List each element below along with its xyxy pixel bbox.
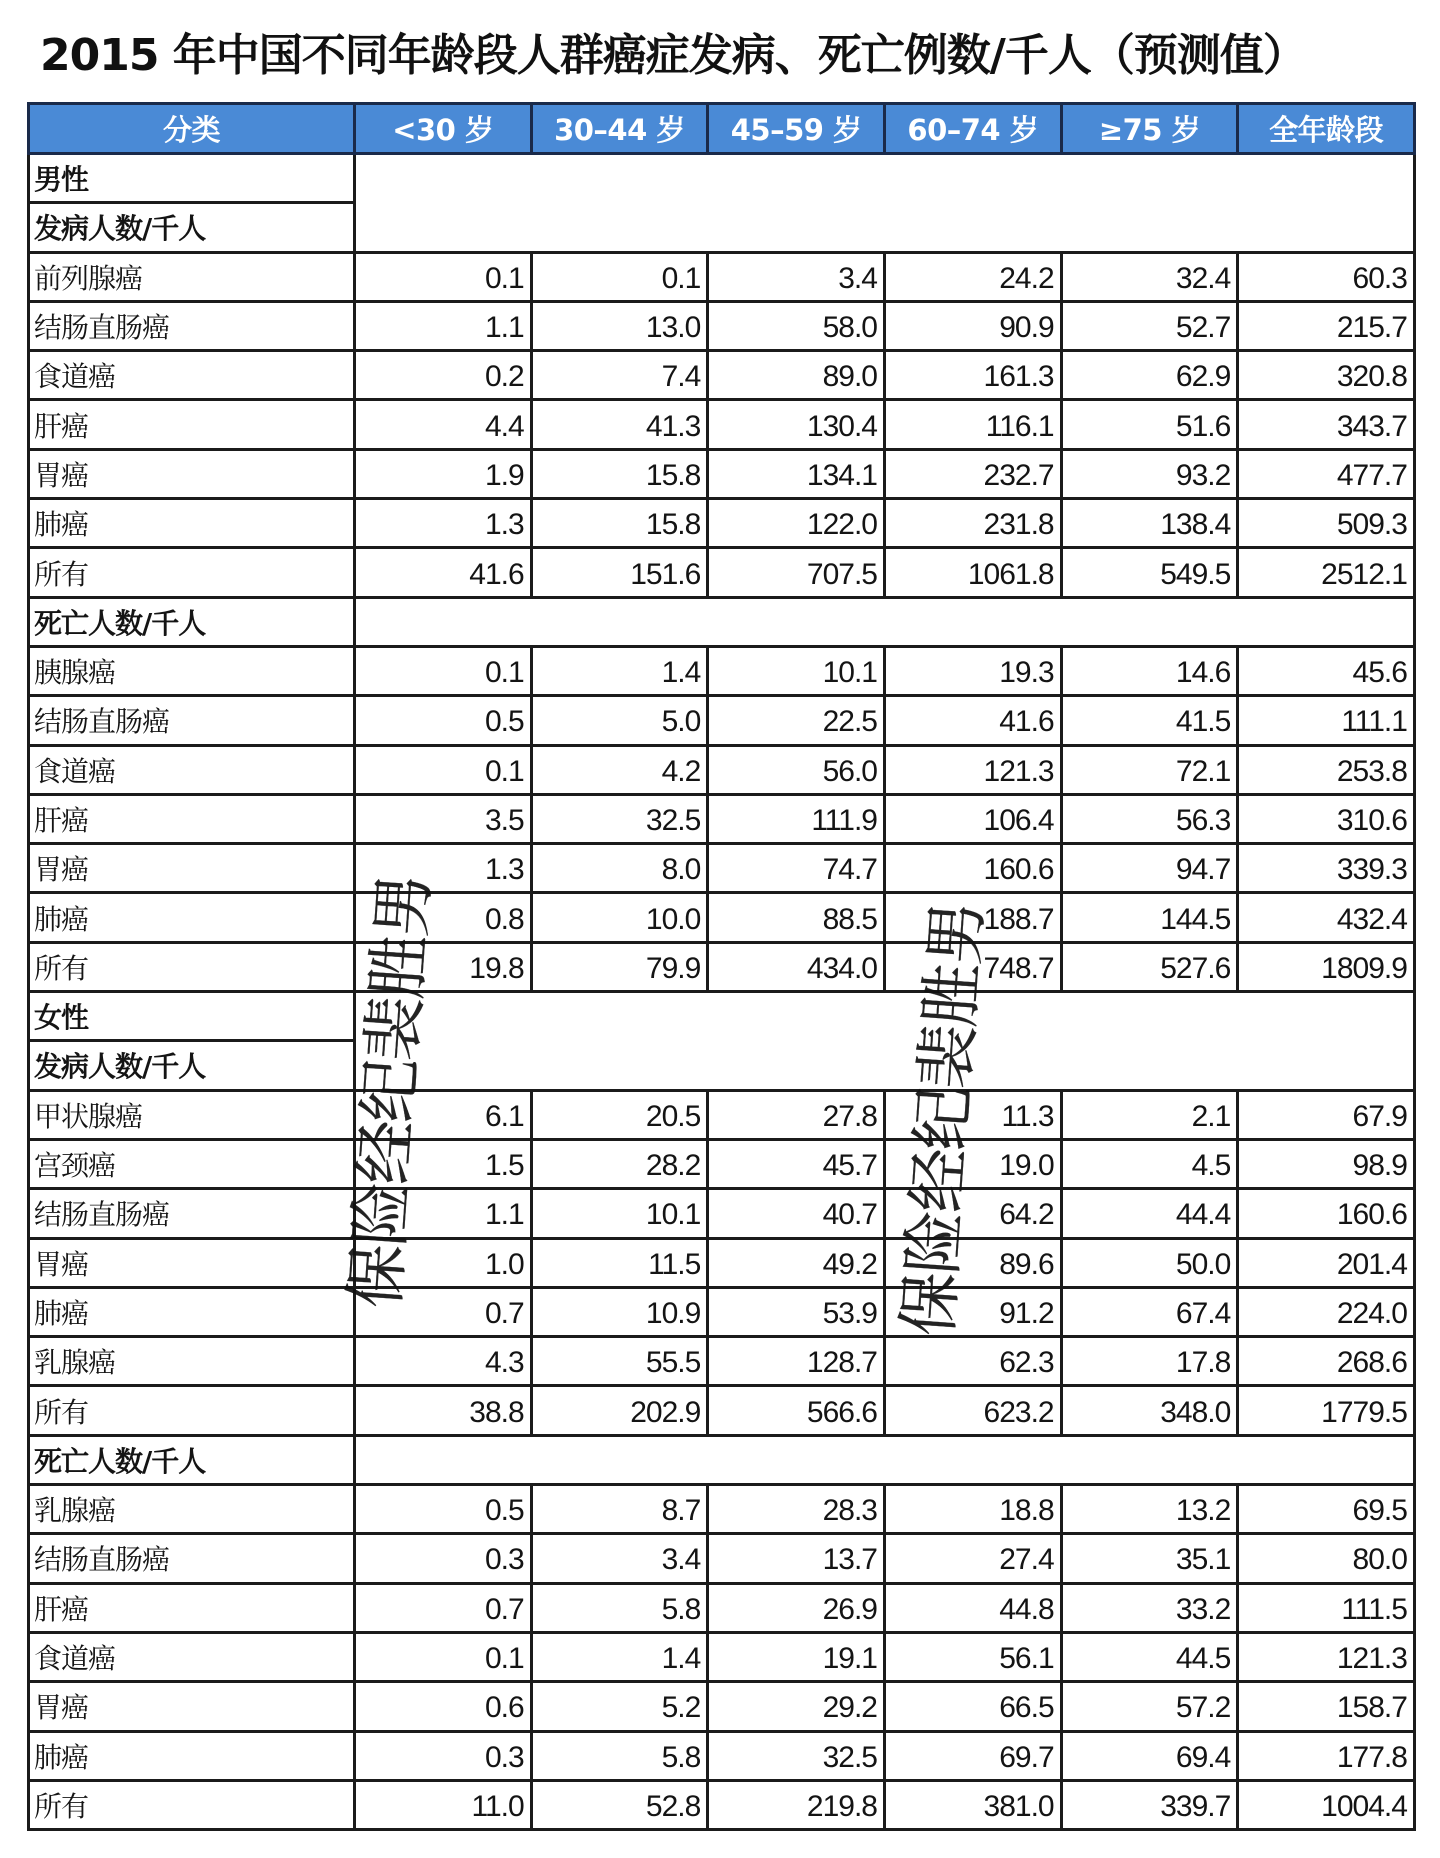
- value-cell: 44.5: [1061, 1632, 1238, 1681]
- watermark-text: 保险经纪裴胜男: [891, 900, 997, 1339]
- value-cell: 0.3: [355, 1731, 532, 1780]
- group-female-incidence: 发病人数/千人: [29, 1041, 355, 1090]
- value-cell: 0.5: [355, 1485, 532, 1534]
- watermark-text: 保险经纪裴胜男: [338, 872, 444, 1311]
- group-male-mortality-row: [29, 597, 1415, 646]
- table-body: [29, 154, 1415, 1830]
- header-category: 分类: [29, 104, 355, 154]
- value-cell: 202.9: [531, 1386, 708, 1435]
- value-cell: 10.9: [531, 1287, 708, 1336]
- value-cell: 160.6: [1238, 1189, 1415, 1238]
- value-cell: 19.8: [355, 942, 532, 991]
- value-cell: 116.1: [884, 400, 1061, 449]
- value-cell: 320.8: [1238, 351, 1415, 400]
- value-cell: 11.5: [531, 1238, 708, 1287]
- value-cell: 57.2: [1061, 1682, 1238, 1731]
- value-cell: 219.8: [708, 1780, 885, 1829]
- value-cell: 3.4: [708, 252, 885, 301]
- cancer-type-label: 胃癌: [29, 449, 355, 498]
- value-cell: 1.4: [531, 646, 708, 695]
- value-cell: 5.2: [531, 1682, 708, 1731]
- value-cell: 18.8: [884, 1485, 1061, 1534]
- value-cell: 158.7: [1238, 1682, 1415, 1731]
- group-female-mortality-row: [29, 1435, 1415, 1484]
- value-cell: 0.1: [355, 252, 532, 301]
- cancer-type-label: 胃癌: [29, 844, 355, 893]
- cancer-type-label: 胰腺癌: [29, 646, 355, 695]
- value-cell: 56.1: [884, 1632, 1061, 1681]
- value-cell: 1.3: [355, 499, 532, 548]
- cancer-type-label: 结肠直肠癌: [29, 1189, 355, 1238]
- value-cell: 13.0: [531, 301, 708, 350]
- value-cell: 527.6: [1061, 942, 1238, 991]
- cancer-type-label: 宫颈癌: [29, 1139, 355, 1188]
- value-cell: 35.1: [1061, 1534, 1238, 1583]
- value-cell: 41.6: [355, 548, 532, 597]
- cancer-type-label: 所有: [29, 1780, 355, 1829]
- value-cell: 62.3: [884, 1337, 1061, 1386]
- value-cell: 343.7: [1238, 400, 1415, 449]
- value-cell: 0.6: [355, 1682, 532, 1731]
- value-cell: 69.4: [1061, 1731, 1238, 1780]
- value-cell: 1.1: [355, 1189, 532, 1238]
- value-cell: 28.2: [531, 1139, 708, 1188]
- value-cell: 4.5: [1061, 1139, 1238, 1188]
- value-cell: 549.5: [1061, 548, 1238, 597]
- table-row: [29, 1337, 1415, 1386]
- table-row: [29, 548, 1415, 597]
- value-cell: 19.0: [884, 1139, 1061, 1188]
- cancer-type-label: 胃癌: [29, 1238, 355, 1287]
- value-cell: 130.4: [708, 400, 885, 449]
- value-cell: 50.0: [1061, 1238, 1238, 1287]
- value-cell: 33.2: [1061, 1583, 1238, 1632]
- value-cell: 10.0: [531, 893, 708, 942]
- cancer-type-label: 甲状腺癌: [29, 1090, 355, 1139]
- value-cell: 52.8: [531, 1780, 708, 1829]
- value-cell: 19.3: [884, 646, 1061, 695]
- table-row: [29, 696, 1415, 745]
- cancer-type-label: 肺癌: [29, 893, 355, 942]
- value-cell: 339.7: [1061, 1780, 1238, 1829]
- value-cell: 1809.9: [1238, 942, 1415, 991]
- table-header-row: [29, 104, 1415, 154]
- value-cell: 10.1: [708, 646, 885, 695]
- cancer-type-label: 肝癌: [29, 400, 355, 449]
- cancer-type-label: 肺癌: [29, 1287, 355, 1336]
- value-cell: 0.2: [355, 351, 532, 400]
- value-cell: 1.4: [531, 1632, 708, 1681]
- value-cell: 41.3: [531, 400, 708, 449]
- value-cell: 89.6: [884, 1238, 1061, 1287]
- table-row: [29, 351, 1415, 400]
- value-cell: 91.2: [884, 1287, 1061, 1336]
- table-row: [29, 1682, 1415, 1731]
- value-cell: 3.5: [355, 794, 532, 843]
- table-row: [29, 745, 1415, 794]
- value-cell: 509.3: [1238, 499, 1415, 548]
- value-cell: 5.8: [531, 1583, 708, 1632]
- table-row: [29, 499, 1415, 548]
- value-cell: 88.5: [708, 893, 885, 942]
- value-cell: 11.0: [355, 1780, 532, 1829]
- value-cell: 215.7: [1238, 301, 1415, 350]
- value-cell: 45.7: [708, 1139, 885, 1188]
- value-cell: 56.3: [1061, 794, 1238, 843]
- value-cell: 224.0: [1238, 1287, 1415, 1336]
- value-cell: 177.8: [1238, 1731, 1415, 1780]
- value-cell: 477.7: [1238, 449, 1415, 498]
- value-cell: 161.3: [884, 351, 1061, 400]
- group-male-mortality: 死亡人数/千人: [29, 597, 355, 646]
- value-cell: 1.0: [355, 1238, 532, 1287]
- cancer-type-label: 乳腺癌: [29, 1485, 355, 1534]
- value-cell: 151.6: [531, 548, 708, 597]
- value-cell: 24.2: [884, 252, 1061, 301]
- value-cell: 4.2: [531, 745, 708, 794]
- value-cell: 201.4: [1238, 1238, 1415, 1287]
- cancer-type-label: 食道癌: [29, 1632, 355, 1681]
- cancer-type-label: 乳腺癌: [29, 1337, 355, 1386]
- cancer-type-label: 前列腺癌: [29, 252, 355, 301]
- table-row: [29, 893, 1415, 942]
- value-cell: 32.4: [1061, 252, 1238, 301]
- page-title: 2015 年中国不同年龄段人群癌症发病、死亡例数/千人（预测值）: [40, 30, 1306, 81]
- table-row: [29, 1534, 1415, 1583]
- value-cell: 121.3: [884, 745, 1061, 794]
- value-cell: 1061.8: [884, 548, 1061, 597]
- value-cell: 5.8: [531, 1731, 708, 1780]
- header-60-74: 60–74 岁: [884, 104, 1061, 154]
- value-cell: 60.3: [1238, 252, 1415, 301]
- value-cell: 51.6: [1061, 400, 1238, 449]
- blank-span-cell: [355, 154, 1415, 253]
- value-cell: 1.1: [355, 301, 532, 350]
- cancer-type-label: 所有: [29, 1386, 355, 1435]
- table-row: [29, 1189, 1415, 1238]
- cancer-type-label: 结肠直肠癌: [29, 1534, 355, 1583]
- value-cell: 111.9: [708, 794, 885, 843]
- value-cell: 19.1: [708, 1632, 885, 1681]
- header-under-30: <30 岁: [355, 104, 532, 154]
- value-cell: 79.9: [531, 942, 708, 991]
- value-cell: 29.2: [708, 1682, 885, 1731]
- value-cell: 6.1: [355, 1090, 532, 1139]
- value-cell: 0.1: [355, 745, 532, 794]
- cancer-type-label: 肝癌: [29, 794, 355, 843]
- value-cell: 1004.4: [1238, 1780, 1415, 1829]
- value-cell: 7.4: [531, 351, 708, 400]
- table-row: [29, 449, 1415, 498]
- value-cell: 5.0: [531, 696, 708, 745]
- blank-span-cell: [355, 992, 1415, 1091]
- value-cell: 15.8: [531, 499, 708, 548]
- value-cell: 268.6: [1238, 1337, 1415, 1386]
- value-cell: 432.4: [1238, 893, 1415, 942]
- value-cell: 32.5: [531, 794, 708, 843]
- table-row: [29, 1090, 1415, 1139]
- value-cell: 11.3: [884, 1090, 1061, 1139]
- value-cell: 231.8: [884, 499, 1061, 548]
- section-male-row: [29, 154, 1415, 203]
- value-cell: 45.6: [1238, 646, 1415, 695]
- value-cell: 98.9: [1238, 1139, 1415, 1188]
- value-cell: 15.8: [531, 449, 708, 498]
- value-cell: 566.6: [708, 1386, 885, 1435]
- table-row: [29, 1583, 1415, 1632]
- value-cell: 0.1: [355, 646, 532, 695]
- value-cell: 2.1: [1061, 1090, 1238, 1139]
- cancer-type-label: 胃癌: [29, 1682, 355, 1731]
- value-cell: 128.7: [708, 1337, 885, 1386]
- table-row: [29, 646, 1415, 695]
- value-cell: 69.5: [1238, 1485, 1415, 1534]
- value-cell: 144.5: [1061, 893, 1238, 942]
- cancer-type-label: 肺癌: [29, 1731, 355, 1780]
- value-cell: 62.9: [1061, 351, 1238, 400]
- cancer-type-label: 所有: [29, 548, 355, 597]
- group-male-incidence: 发病人数/千人: [29, 203, 355, 252]
- value-cell: 623.2: [884, 1386, 1061, 1435]
- value-cell: 1.5: [355, 1139, 532, 1188]
- value-cell: 3.4: [531, 1534, 708, 1583]
- table-row: [29, 1238, 1415, 1287]
- table-row: [29, 301, 1415, 350]
- value-cell: 0.3: [355, 1534, 532, 1583]
- value-cell: 748.7: [884, 942, 1061, 991]
- value-cell: 0.1: [531, 252, 708, 301]
- value-cell: 20.5: [531, 1090, 708, 1139]
- value-cell: 67.9: [1238, 1090, 1415, 1139]
- value-cell: 44.4: [1061, 1189, 1238, 1238]
- value-cell: 1779.5: [1238, 1386, 1415, 1435]
- value-cell: 13.7: [708, 1534, 885, 1583]
- value-cell: 67.4: [1061, 1287, 1238, 1336]
- value-cell: 72.1: [1061, 745, 1238, 794]
- value-cell: 8.0: [531, 844, 708, 893]
- value-cell: 134.1: [708, 449, 885, 498]
- value-cell: 55.5: [531, 1337, 708, 1386]
- cancer-statistics-table: [27, 102, 1416, 1831]
- value-cell: 17.8: [1061, 1337, 1238, 1386]
- value-cell: 41.5: [1061, 696, 1238, 745]
- value-cell: 434.0: [708, 942, 885, 991]
- header-75-plus: ≥75 岁: [1061, 104, 1238, 154]
- value-cell: 14.6: [1061, 646, 1238, 695]
- table-row: [29, 1287, 1415, 1336]
- cancer-type-label: 所有: [29, 942, 355, 991]
- value-cell: 27.8: [708, 1090, 885, 1139]
- value-cell: 160.6: [884, 844, 1061, 893]
- value-cell: 94.7: [1061, 844, 1238, 893]
- table-row: [29, 1731, 1415, 1780]
- value-cell: 0.7: [355, 1583, 532, 1632]
- value-cell: 58.0: [708, 301, 885, 350]
- value-cell: 56.0: [708, 745, 885, 794]
- value-cell: 49.2: [708, 1238, 885, 1287]
- section-male: 男性: [29, 154, 355, 203]
- value-cell: 8.7: [531, 1485, 708, 1534]
- value-cell: 13.2: [1061, 1485, 1238, 1534]
- value-cell: 26.9: [708, 1583, 885, 1632]
- value-cell: 10.1: [531, 1189, 708, 1238]
- value-cell: 707.5: [708, 548, 885, 597]
- value-cell: 52.7: [1061, 301, 1238, 350]
- table-row: [29, 942, 1415, 991]
- value-cell: 90.9: [884, 301, 1061, 350]
- section-female: 女性: [29, 992, 355, 1041]
- value-cell: 106.4: [884, 794, 1061, 843]
- value-cell: 66.5: [884, 1682, 1061, 1731]
- cancer-type-label: 结肠直肠癌: [29, 301, 355, 350]
- value-cell: 111.1: [1238, 696, 1415, 745]
- value-cell: 1.3: [355, 844, 532, 893]
- value-cell: 4.3: [355, 1337, 532, 1386]
- table-row: [29, 1632, 1415, 1681]
- value-cell: 44.8: [884, 1583, 1061, 1632]
- blank-span-cell: [355, 597, 1415, 646]
- cancer-type-label: 食道癌: [29, 351, 355, 400]
- table-row: [29, 794, 1415, 843]
- table-row: [29, 1485, 1415, 1534]
- value-cell: 0.8: [355, 893, 532, 942]
- table-row: [29, 1386, 1415, 1435]
- table-row: [29, 844, 1415, 893]
- value-cell: 348.0: [1061, 1386, 1238, 1435]
- value-cell: 80.0: [1238, 1534, 1415, 1583]
- value-cell: 38.8: [355, 1386, 532, 1435]
- header-30-44: 30–44 岁: [531, 104, 708, 154]
- value-cell: 188.7: [884, 893, 1061, 942]
- value-cell: 310.6: [1238, 794, 1415, 843]
- value-cell: 64.2: [884, 1189, 1061, 1238]
- blank-span-cell: [355, 1435, 1415, 1484]
- table-row: [29, 1139, 1415, 1188]
- value-cell: 381.0: [884, 1780, 1061, 1829]
- cancer-type-label: 结肠直肠癌: [29, 696, 355, 745]
- value-cell: 253.8: [1238, 745, 1415, 794]
- value-cell: 74.7: [708, 844, 885, 893]
- cancer-type-label: 食道癌: [29, 745, 355, 794]
- cancer-type-label: 肝癌: [29, 1583, 355, 1632]
- value-cell: 89.0: [708, 351, 885, 400]
- value-cell: 0.7: [355, 1287, 532, 1336]
- value-cell: 0.1: [355, 1632, 532, 1681]
- table-row: [29, 400, 1415, 449]
- value-cell: 4.4: [355, 400, 532, 449]
- cancer-type-label: 肺癌: [29, 499, 355, 548]
- value-cell: 1.9: [355, 449, 532, 498]
- header-all-ages: 全年龄段: [1238, 104, 1415, 154]
- value-cell: 138.4: [1061, 499, 1238, 548]
- value-cell: 122.0: [708, 499, 885, 548]
- value-cell: 27.4: [884, 1534, 1061, 1583]
- value-cell: 121.3: [1238, 1632, 1415, 1681]
- value-cell: 32.5: [708, 1731, 885, 1780]
- value-cell: 111.5: [1238, 1583, 1415, 1632]
- value-cell: 22.5: [708, 696, 885, 745]
- value-cell: 40.7: [708, 1189, 885, 1238]
- table-row: [29, 252, 1415, 301]
- value-cell: 69.7: [884, 1731, 1061, 1780]
- section-female-row: [29, 992, 1415, 1041]
- header-45-59: 45–59 岁: [708, 104, 885, 154]
- value-cell: 232.7: [884, 449, 1061, 498]
- table-row: [29, 1780, 1415, 1829]
- group-female-mortality: 死亡人数/千人: [29, 1435, 355, 1484]
- value-cell: 0.5: [355, 696, 532, 745]
- value-cell: 53.9: [708, 1287, 885, 1336]
- value-cell: 2512.1: [1238, 548, 1415, 597]
- value-cell: 339.3: [1238, 844, 1415, 893]
- value-cell: 93.2: [1061, 449, 1238, 498]
- value-cell: 41.6: [884, 696, 1061, 745]
- value-cell: 28.3: [708, 1485, 885, 1534]
